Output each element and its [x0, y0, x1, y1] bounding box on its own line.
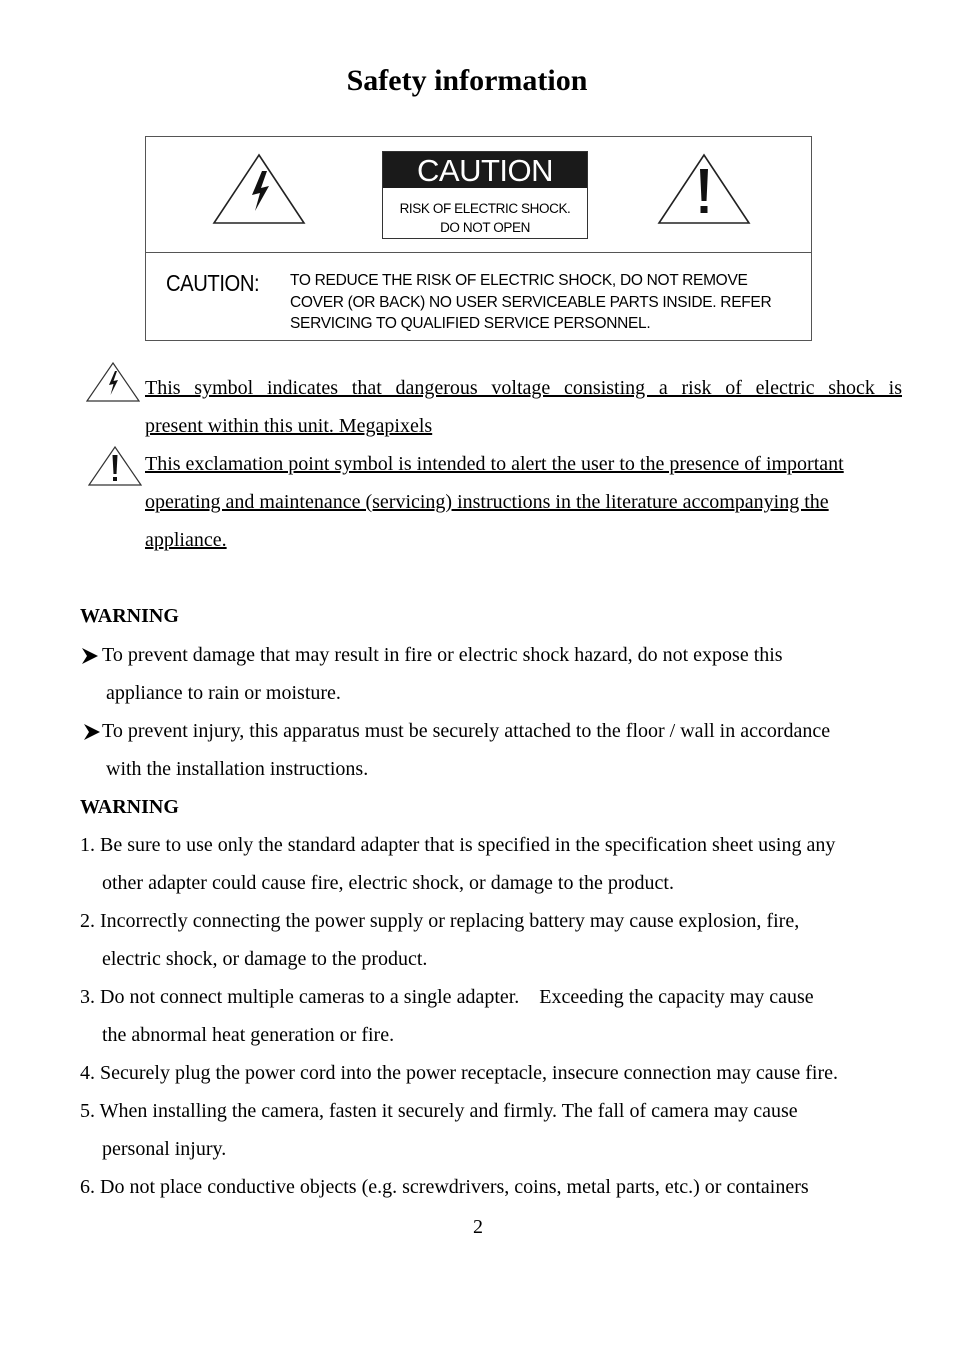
caution-sub-line2: DO NOT OPEN [440, 220, 530, 235]
arrow-bullet-icon [83, 723, 101, 741]
warning-list-item-cont: personal injury. [102, 1138, 227, 1160]
exclamation-triangle-icon [657, 153, 751, 225]
warning-list-item-cont: the abnormal heat generation or fire. [102, 1024, 395, 1046]
page-number: 2 [473, 1216, 483, 1238]
warning-heading: WARNING [80, 605, 179, 627]
text-line: appliance. [145, 529, 227, 551]
warning-list-item: 6. Do not place conductive objects (e.g. screwdrivers, coins, metal parts, etc.) or containers [80, 1176, 809, 1198]
caution-box [145, 136, 812, 341]
text-line: present within this unit. Megapixels [145, 415, 433, 437]
warning-list-item: 4. Securely plug the power cord into the power receptacle, insecure connection may cause fire. [80, 1062, 839, 1084]
caution-label [382, 151, 588, 239]
warning-heading: WARNING [80, 796, 179, 818]
caution-bottom-text [290, 270, 800, 335]
caution-header: CAUTION [383, 152, 587, 188]
lightning-triangle-icon [212, 153, 306, 225]
voltage-symbol-description [145, 369, 902, 445]
caution-sub [383, 188, 587, 237]
warning-list-item: 2. Incorrectly connecting the power supply or replacing battery may cause explosion, fire, [80, 910, 800, 932]
arrow-bullet-icon [81, 647, 99, 665]
warning-list-item-cont: electric shock, or damage to the product. [102, 948, 428, 970]
caution-bottom-line: TO REDUCE THE RISK OF ELECTRIC SHOCK, DO NOT REMOVE [290, 272, 748, 289]
text-line: operating and maintenance (servicing) instructions in the literature accompanying the [145, 491, 829, 513]
warning-list-item: 5. When installing the camera, fasten it securely and firmly. The fall of camera may cause [80, 1100, 798, 1122]
warning-item-line: with the installation instructions. [106, 758, 369, 780]
warning-item-line: To prevent injury, this apparatus must be securely attached to the floor / wall in accordance [102, 720, 831, 742]
text-line: This exclamation point symbol is intended to alert the user to the presence of important [145, 453, 844, 475]
exclamation-symbol-description [145, 445, 902, 559]
exclamation-triangle-icon [88, 446, 142, 486]
warning-list-item: 3. Do not connect multiple cameras to a single adapter. Exceeding the capacity may cause [80, 986, 814, 1008]
caution-bottom-line: COVER (OR BACK) NO USER SERVICEABLE PARTS INSIDE. REFER [290, 293, 772, 311]
page-title: Safety information [346, 64, 588, 97]
warning-item-line: To prevent damage that may result in fire or electric shock hazard, do not expose this [102, 644, 783, 666]
caution-bottom-label: CAUTION: [166, 270, 260, 296]
warning-item-line: appliance to rain or moisture. [106, 682, 341, 704]
warning-list-item-cont: other adapter could cause fire, electric shock, or damage to the product. [102, 872, 674, 894]
caution-sub-line1: RISK OF ELECTRIC SHOCK. [399, 201, 571, 216]
text-line: This symbol indicates that dangerous voltage consisting a risk of electric shock is [145, 377, 902, 399]
caution-bottom-line: SERVICING TO QUALIFIED SERVICE PERSONNEL. [290, 315, 651, 332]
warning-list-item: 1. Be sure to use only the standard adapter that is specified in the specification sheet using any [80, 834, 836, 856]
caution-box-top [146, 137, 811, 253]
lightning-triangle-icon [86, 362, 140, 402]
